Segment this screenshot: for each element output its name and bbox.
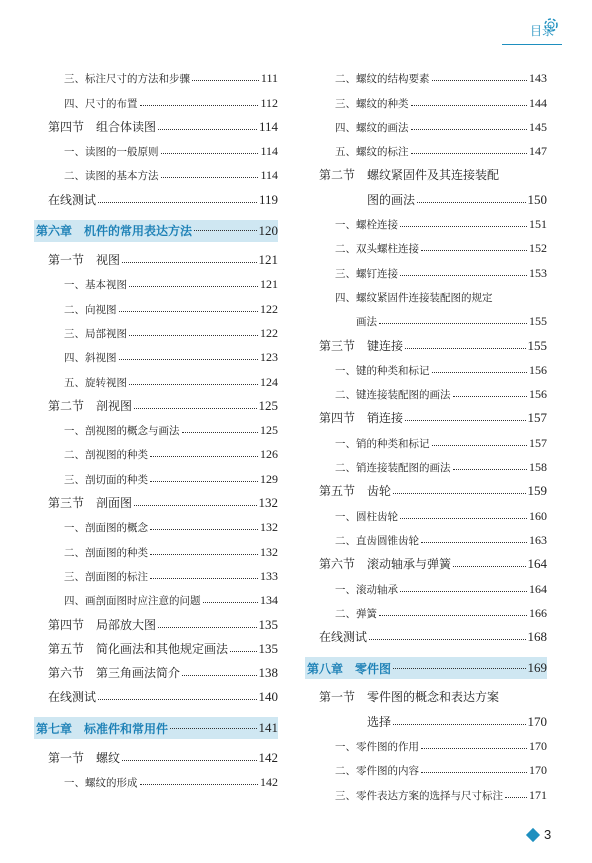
toc-entry-title: 三、螺钉连接 <box>335 267 398 280</box>
toc-entry-title: 四、螺纹紧固件连接装配图的规定 <box>335 291 493 304</box>
toc-entry[interactable] <box>34 414 278 438</box>
toc-entry-page: 145 <box>529 119 547 134</box>
toc-entry-page: 164 <box>529 581 547 596</box>
toc-entry-page: 157 <box>529 435 547 450</box>
diamond-icon <box>526 828 540 842</box>
toc-entry-title: 在线测试 <box>319 630 368 645</box>
toc-entry[interactable] <box>305 475 547 499</box>
toc-entry-page: 135 <box>258 640 278 656</box>
toc-entry-page: 171 <box>529 787 547 802</box>
toc-entry-title: 一、基本视图 <box>64 279 127 292</box>
toc-entry-title: 一、读图的一般原则 <box>64 146 159 159</box>
toc-entry-title: 第一节 螺纹 <box>48 750 121 765</box>
toc-entry-page: 135 <box>258 616 278 632</box>
gear-icon <box>540 14 562 36</box>
toc-leader-dots <box>379 323 527 324</box>
toc-leader-dots <box>421 748 527 749</box>
toc-leader-dots <box>369 639 525 640</box>
toc-entry[interactable] <box>34 657 278 681</box>
toc-entry-page: 164 <box>527 556 547 572</box>
toc-entry-title: 第一节 视图 <box>48 253 121 268</box>
toc-entry-title: 第四节 局部放大图 <box>48 617 157 632</box>
toc-entry[interactable] <box>34 741 278 765</box>
toc-entry-page: 151 <box>529 217 547 232</box>
toc-entry[interactable] <box>305 524 547 548</box>
toc-entry[interactable] <box>34 438 278 462</box>
toc-entry-page: 138 <box>258 665 278 681</box>
toc-leader-dots <box>134 505 256 506</box>
toc-entry-title: 第二节 螺纹紧固件及其连接装配 <box>319 168 500 183</box>
toc-leader-dots <box>405 348 525 349</box>
toc-leader-dots <box>417 202 525 203</box>
toc-entry-page: 142 <box>258 749 278 765</box>
toc-entry[interactable] <box>34 487 278 511</box>
toc-leader-dots <box>411 129 528 130</box>
toc-leader-dots <box>230 651 256 652</box>
toc-entry-title: 二、键连接装配图的画法 <box>335 389 451 402</box>
toc-entry[interactable] <box>305 499 547 523</box>
toc-entry-title: 三、零件表达方案的选择与尺寸标注 <box>335 789 503 802</box>
toc-leader-dots <box>393 493 525 494</box>
page-number <box>528 827 568 847</box>
toc-entry-page: 153 <box>529 265 547 280</box>
toc-leader-dots <box>119 359 259 360</box>
toc-entry-title: 三、局部视图 <box>64 327 127 340</box>
toc-leader-dots <box>158 627 256 628</box>
toc-entry-title: 二、双头螺柱连接 <box>335 243 419 256</box>
toc-entry-title: 一、零件图的作用 <box>335 741 419 754</box>
toc-leader-dots <box>129 286 258 287</box>
toc-entry[interactable] <box>305 597 547 621</box>
toc-entry-page: 126 <box>260 447 278 462</box>
toc-header <box>502 14 562 44</box>
toc-entry-title: 二、销连接装配图的画法 <box>335 462 451 475</box>
toc-leader-dots <box>150 578 258 579</box>
toc-leader-dots <box>379 615 527 616</box>
toc-leader-dots <box>203 602 259 603</box>
toc-leader-dots <box>161 153 259 154</box>
toc-entry-page: 152 <box>529 241 547 256</box>
toc-entry-title: 一、圆柱齿轮 <box>335 510 398 523</box>
toc-entry[interactable] <box>305 705 547 729</box>
toc-entry[interactable] <box>305 135 547 159</box>
toc-leader-dots <box>453 566 525 567</box>
toc-entry-title: 一、螺纹的形成 <box>64 777 138 790</box>
toc-entry-title: 在线测试 <box>48 690 97 705</box>
toc-entry-title: 一、螺栓连接 <box>335 219 398 232</box>
toc-leader-dots <box>400 591 527 592</box>
toc-entry[interactable] <box>305 183 547 207</box>
toc-entry-page: 156 <box>529 362 547 377</box>
toc-leader-dots <box>405 420 525 421</box>
toc-entry[interactable] <box>305 730 547 754</box>
toc-entry-page: 125 <box>260 423 278 438</box>
toc-entry-title: 第八章 零件图 <box>307 661 392 676</box>
toc-entry[interactable] <box>34 390 278 414</box>
header-rule <box>502 44 562 45</box>
toc-entry-title: 三、标注尺寸的方法和步骤 <box>64 73 190 86</box>
toc-entry-page: 166 <box>529 605 547 620</box>
toc-entry-page: 125 <box>258 397 278 413</box>
toc-chapter-entry[interactable] <box>34 717 278 739</box>
toc-entry-title: 第四节 销连接 <box>319 411 404 426</box>
toc-entry[interactable] <box>34 135 278 159</box>
toc-entry[interactable] <box>305 572 547 596</box>
toc-entry[interactable] <box>305 754 547 778</box>
toc-entry-title: 第四节 组合体读图 <box>48 119 157 134</box>
page-number-text: 3 <box>544 827 552 842</box>
toc-entry-title: 三、螺纹的种类 <box>335 97 409 110</box>
toc-entry[interactable] <box>34 62 278 86</box>
toc-entry-page: 158 <box>529 460 547 475</box>
toc-entry-title: 三、剖切面的种类 <box>64 473 148 486</box>
toc-entry-page: 143 <box>529 71 547 86</box>
toc-entry-page: 132 <box>260 520 278 535</box>
toc-entry-page: 168 <box>527 629 547 645</box>
toc-entry[interactable] <box>34 511 278 535</box>
toc-leader-dots <box>411 105 528 106</box>
toc-entry[interactable] <box>305 281 547 305</box>
toc-leader-dots <box>158 129 257 130</box>
toc-entry-title: 图的画法 <box>319 192 416 207</box>
toc-leader-dots <box>134 408 256 409</box>
toc-entry[interactable] <box>34 268 278 292</box>
toc-entry-page: 134 <box>260 593 278 608</box>
toc-entry-title: 二、剖视图的种类 <box>64 449 148 462</box>
toc-right-column <box>305 62 547 803</box>
toc-entry-page: 170 <box>529 739 547 754</box>
toc-entry-title: 二、直齿圆锥齿轮 <box>335 534 419 547</box>
toc-entry-page: 111 <box>260 71 278 86</box>
toc-leader-dots <box>400 275 527 276</box>
toc-entry-page: 141 <box>258 720 278 736</box>
toc-entry-title: 二、向视图 <box>64 303 117 316</box>
toc-entry-title: 第一节 零件图的概念和表达方案 <box>319 690 500 705</box>
toc-entry-page: 147 <box>529 144 547 159</box>
toc-leader-dots <box>400 226 527 227</box>
toc-entry-title: 画法 <box>335 316 377 329</box>
toc-entry-title: 一、剖视图的概念与画法 <box>64 425 180 438</box>
toc-entry-page: 155 <box>529 314 547 329</box>
toc-entry-page: 122 <box>260 325 278 340</box>
toc-entry-title: 一、销的种类和标记 <box>335 437 430 450</box>
toc-leader-dots <box>122 760 256 761</box>
toc-entry[interactable] <box>305 111 547 135</box>
toc-entry-title: 四、画剖面图时应注意的问题 <box>64 595 201 608</box>
toc-entry[interactable] <box>305 548 547 572</box>
toc-entry-title: 第五节 齿轮 <box>319 484 392 499</box>
toc-entry-page: 150 <box>527 191 547 207</box>
toc-left-column <box>34 62 278 790</box>
toc-entry-title: 二、读图的基本方法 <box>64 170 159 183</box>
toc-entry-title: 选择 <box>319 714 392 729</box>
toc-leader-dots <box>182 432 259 433</box>
toc-entry[interactable] <box>34 633 278 657</box>
toc-entry-page: 124 <box>260 374 278 389</box>
toc-entry[interactable] <box>34 766 278 790</box>
toc-leader-dots <box>421 250 527 251</box>
toc-leader-dots <box>140 105 259 106</box>
toc-leader-dots <box>432 372 528 373</box>
toc-entry-page: 114 <box>260 168 278 183</box>
toc-leader-dots <box>140 784 259 785</box>
toc-entry-title: 一、滚动轴承 <box>335 583 398 596</box>
toc-entry-page: 144 <box>529 95 547 110</box>
toc-entry-title: 第六节 滚动轴承与弹簧 <box>319 557 452 572</box>
toc-leader-dots <box>453 396 528 397</box>
toc-entry-page: 170 <box>527 713 547 729</box>
toc-entry[interactable] <box>34 292 278 316</box>
toc-entry-title: 四、斜视图 <box>64 352 117 365</box>
toc-entry-page: 114 <box>260 144 278 159</box>
toc-entry-title: 第二节 剖视图 <box>48 398 133 413</box>
toc-entry-page: 169 <box>527 660 547 676</box>
toc-entry[interactable] <box>305 208 547 232</box>
toc-entry-page: 170 <box>529 763 547 778</box>
toc-entry-title: 第三节 剖面图 <box>48 496 133 511</box>
toc-entry[interactable] <box>305 354 547 378</box>
toc-leader-dots <box>150 456 258 457</box>
toc-leader-dots <box>150 481 258 482</box>
toc-leader-dots <box>432 80 528 81</box>
toc-entry-title: 五、旋转视图 <box>64 376 127 389</box>
toc-entry-page: 121 <box>260 277 278 292</box>
toc-leader-dots <box>122 262 256 263</box>
toc-entry-page: 157 <box>527 410 547 426</box>
toc-leader-dots <box>161 177 259 178</box>
toc-entry-title: 五、螺纹的标注 <box>335 146 409 159</box>
toc-entry[interactable] <box>34 183 278 207</box>
toc-leader-dots <box>421 542 527 543</box>
toc-entry-title: 二、螺纹的结构要素 <box>335 73 430 86</box>
toc-entry[interactable] <box>34 244 278 268</box>
toc-entry[interactable] <box>305 329 547 353</box>
toc-entry-page: 163 <box>529 532 547 547</box>
toc-entry-title: 三、剖面图的标注 <box>64 570 148 583</box>
toc-entry-page: 123 <box>260 350 278 365</box>
toc-entry[interactable] <box>305 621 547 645</box>
toc-leader-dots <box>182 675 256 676</box>
toc-entry-title: 二、弹簧 <box>335 607 377 620</box>
toc-entry-title: 第七章 标准件和常用件 <box>36 721 169 736</box>
toc-entry[interactable] <box>305 256 547 280</box>
toc-entry-title: 在线测试 <box>48 192 97 207</box>
toc-leader-dots <box>150 529 258 530</box>
toc-leader-dots <box>411 153 528 154</box>
toc-chapter-entry[interactable] <box>34 220 278 242</box>
toc-entry-title: 第六章 机件的常用表达方法 <box>36 224 193 239</box>
toc-entry[interactable] <box>34 341 278 365</box>
toc-leader-dots <box>432 445 528 446</box>
toc-entry-page: 142 <box>260 775 278 790</box>
toc-entry-page: 132 <box>258 495 278 511</box>
toc-entry-page: 121 <box>258 252 278 268</box>
toc-entry-page: 159 <box>527 483 547 499</box>
toc-leader-dots <box>150 554 258 555</box>
toc-entry-page: 156 <box>529 387 547 402</box>
toc-entry[interactable] <box>305 426 547 450</box>
toc-entry-page: 140 <box>258 689 278 705</box>
toc-entry[interactable] <box>34 317 278 341</box>
toc-leader-dots <box>98 202 257 203</box>
toc-entry[interactable] <box>305 451 547 475</box>
toc-leader-dots <box>119 311 259 312</box>
toc-entry[interactable] <box>34 535 278 559</box>
toc-leader-dots <box>393 668 525 669</box>
toc-entry[interactable] <box>305 232 547 256</box>
toc-leader-dots <box>421 772 527 773</box>
toc-leader-dots <box>129 335 258 336</box>
toc-entry-title: 第六节 第三角画法简介 <box>48 666 181 681</box>
toc-entry-page: 114 <box>258 118 278 134</box>
toc-entry[interactable] <box>305 305 547 329</box>
toc-entry[interactable] <box>34 560 278 584</box>
toc-entry[interactable] <box>305 86 547 110</box>
toc-entry[interactable] <box>34 462 278 486</box>
toc-entry[interactable] <box>34 111 278 135</box>
toc-entry-title: 一、剖面图的概念 <box>64 522 148 535</box>
toc-entry[interactable] <box>305 402 547 426</box>
toc-entry-page: 160 <box>529 508 547 523</box>
toc-entry[interactable] <box>305 378 547 402</box>
toc-leader-dots <box>170 728 256 729</box>
toc-leader-dots <box>400 518 527 519</box>
toc-entry-page: 155 <box>527 337 547 353</box>
toc-entry[interactable] <box>305 159 547 183</box>
toc-entry[interactable] <box>34 86 278 110</box>
toc-entry-page: 119 <box>258 191 278 207</box>
toc-leader-dots <box>453 469 528 470</box>
toc-chapter-entry[interactable] <box>305 657 547 679</box>
toc-leader-dots <box>192 80 259 81</box>
toc-entry[interactable] <box>34 681 278 705</box>
toc-entry-title: 四、尺寸的布置 <box>64 97 138 110</box>
toc-entry[interactable] <box>34 608 278 632</box>
toc-header-label: 目录 <box>529 24 554 38</box>
toc-entry[interactable] <box>34 159 278 183</box>
toc-entry-title: 二、零件图的内容 <box>335 765 419 778</box>
toc-entry[interactable] <box>34 584 278 608</box>
toc-leader-dots <box>129 384 258 385</box>
toc-entry[interactable] <box>305 778 547 802</box>
toc-entry-title: 第五节 简化画法和其他规定画法 <box>48 641 229 656</box>
toc-entry-page: 129 <box>260 471 278 486</box>
toc-entry-title: 二、剖面图的种类 <box>64 546 148 559</box>
toc-leader-dots <box>505 797 527 798</box>
toc-entry-title: 第三节 键连接 <box>319 338 404 353</box>
toc-entry-page: 122 <box>260 301 278 316</box>
toc-leader-dots <box>98 699 256 700</box>
toc-entry[interactable] <box>305 62 547 86</box>
toc-entry-page: 132 <box>260 544 278 559</box>
toc-entry-page: 120 <box>258 222 278 238</box>
toc-entry-page: 112 <box>260 95 278 110</box>
toc-entry[interactable] <box>34 365 278 389</box>
toc-entry-title: 一、键的种类和标记 <box>335 364 430 377</box>
toc-entry-page: 133 <box>260 568 278 583</box>
toc-entry[interactable] <box>305 681 547 705</box>
toc-leader-dots <box>393 724 525 725</box>
toc-leader-dots <box>194 230 256 231</box>
toc-entry-title: 四、螺纹的画法 <box>335 121 409 134</box>
